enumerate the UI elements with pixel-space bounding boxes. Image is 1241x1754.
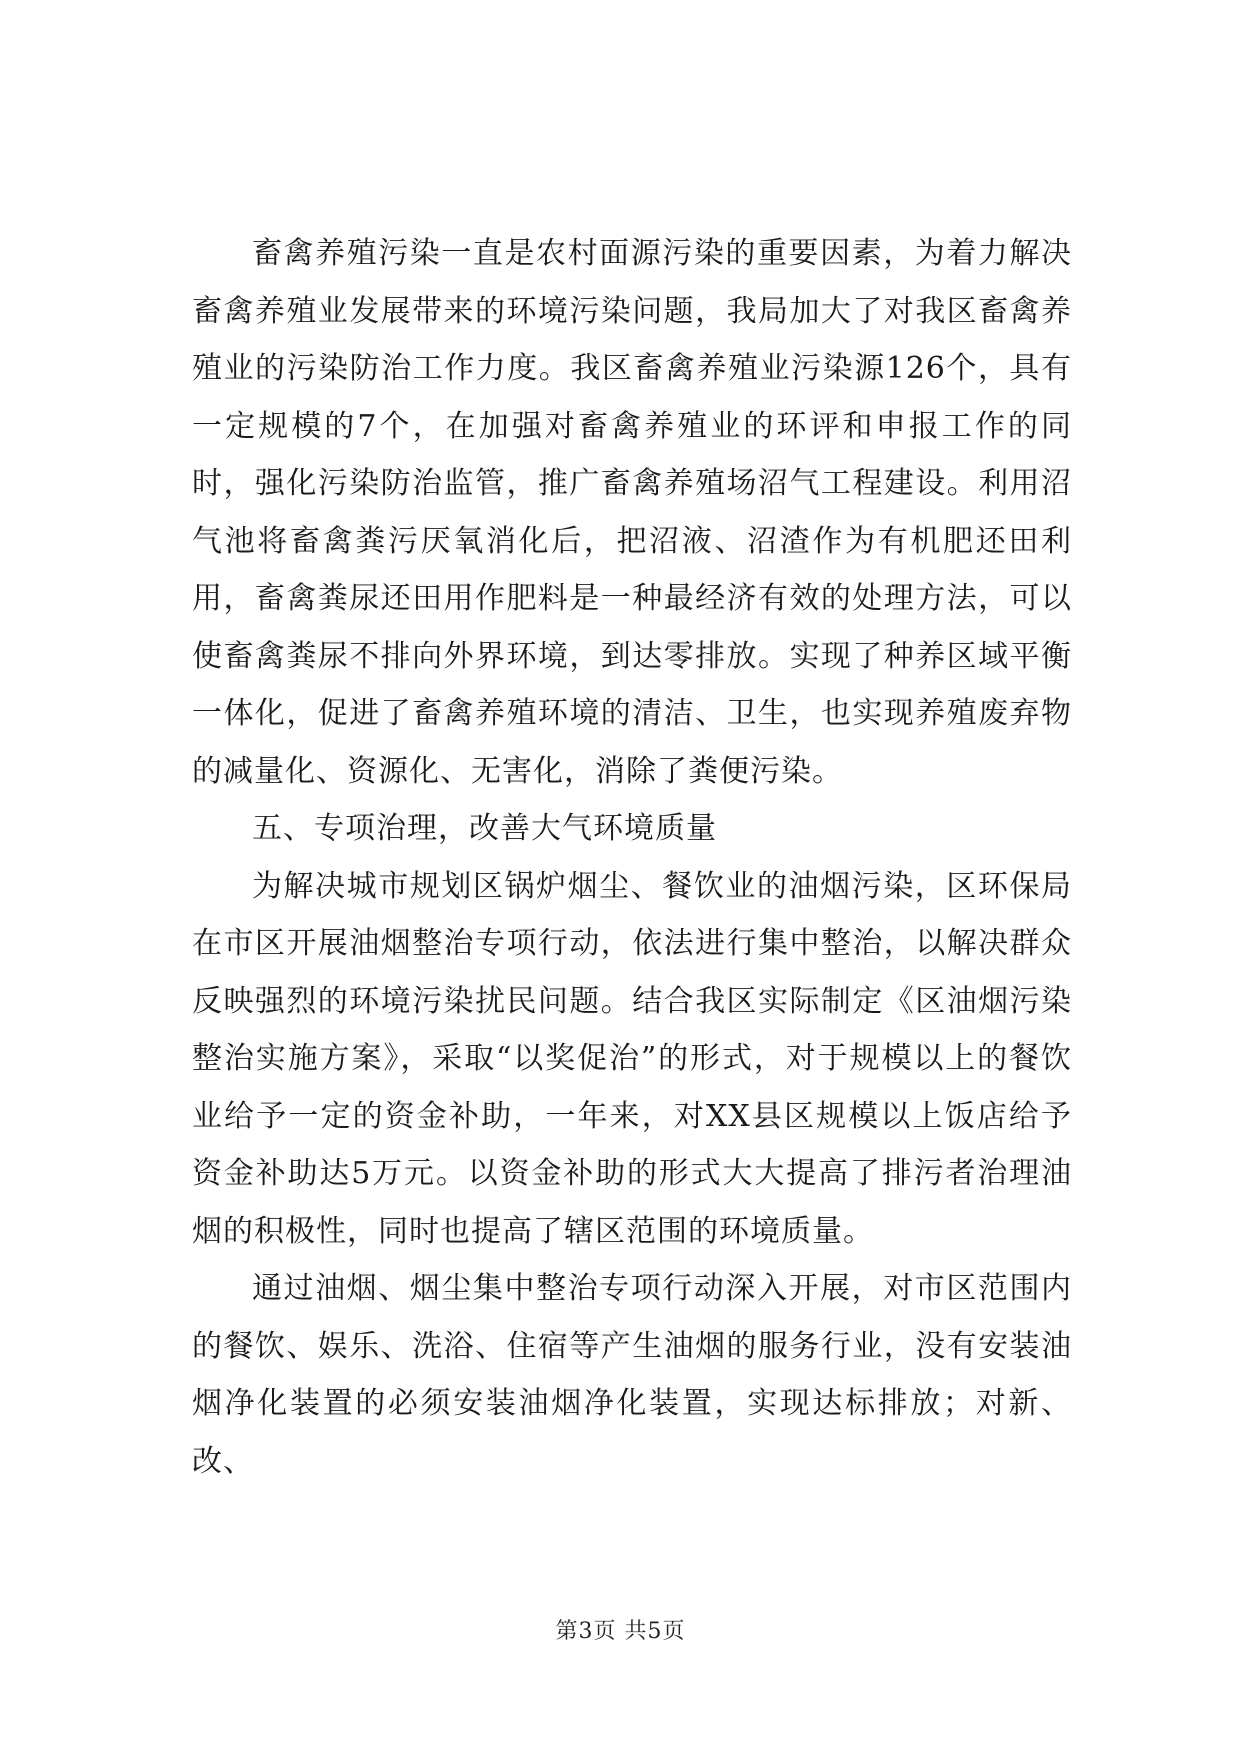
document-body <box>192 225 1072 1490</box>
paragraph-livestock-pollution: 畜禽养殖污染一直是农村面源污染的重要因素，为着力解决畜禽养殖业发展带来的环境污染问题，我局加大了对我区畜禽养殖业的污染防治工作力度。我区畜禽养殖业污染源126个，具有一定规模的7个，在加强对畜禽养殖业的环评和申报工作的同时，强化污染防治监管，推广畜禽养殖场沼气工程建设。利用沼气池将畜禽粪污厌氧消化后，把沼液、沼渣作为有机肥还田利用，畜禽粪尿还田用作肥料是一种最经济有效的处理方法，可以使畜禽粪尿不排向外界环境，到达零排放。实现了种养区域平衡一体化，促进了畜禽养殖环境的清洁、卫生，也实现养殖废弃物的减量化、资源化、无害化，消除了粪便污染。 <box>192 236 1072 789</box>
section-heading: 五、专项治理，改善大气环境质量 <box>252 811 717 846</box>
page-number-footer: 第3页 共5页 <box>555 1619 686 1644</box>
paragraph-rectification-campaign: 通过油烟、烟尘集中整治专项行动深入开展，对市区范围内的餐饮、娱乐、洗浴、住宿等产生油烟的服务行业，没有安装油烟净化装置的必须安装油烟净化装置，实现达标排放；对新、改、 <box>192 1271 1072 1479</box>
paragraph-oil-fume-control: 为解决城市规划区锅炉烟尘、餐饮业的油烟污染，区环保局在市区开展油烟整治专项行动，依法进行集中整治，以解决群众反映强烈的环境污染扰民问题。结合我区实际制定《区油烟污染整治实施方案》，采取“以奖促治”的形式，对于规模以上的餐饮业给予一定的资金补助，一年来，对XX县区规模以上饭店给予资金补助达5万元。以资金补助的形式大大提高了排污者治理油烟的积极性，同时也提高了辖区范围的环境质量。 <box>192 868 1072 1249</box>
